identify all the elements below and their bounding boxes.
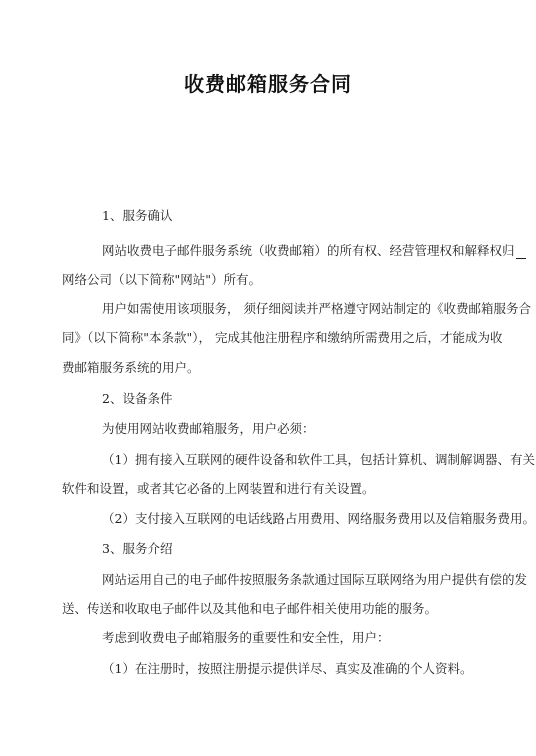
paragraph-line (102, 243, 526, 259)
paragraph-line (102, 301, 531, 317)
paragraph-line-text: 网站收费电子邮件服务系统（收费邮箱）的所有权、经营管理权和解释权归 (102, 243, 515, 258)
paragraph-line: 网站运用自己的电子邮件按照服务条款通过国际互联网络为用户提供有偿的发 (102, 572, 528, 587)
document-title: 收费邮箱服务合同 (184, 72, 352, 96)
paragraph-line: 考虑到收费电子邮箱服务的重要性和安全性，用户： (102, 630, 390, 645)
blank-underline (516, 245, 526, 259)
paragraph-line: 同》（以下简称"本条款"）， 完成其他注册程序和缴纳所需费用之后，才能成为收 (62, 330, 503, 345)
list-item-line: （1）在注册时，按照注册提示提供详尽、真实及准确的个人资料。 (102, 661, 473, 676)
paragraph-line: 送、传送和收取电子邮件以及其他和电子邮件相关使用功能的服务。 (62, 601, 438, 616)
paragraph-line: 为使用网站收费邮箱服务，用户必须： (102, 421, 315, 436)
paragraph-line: 网络公司（以下简称"网站"）所有。 (62, 272, 261, 287)
list-item-line: （1）拥有接入互联网的硬件设备和软件工具，包括计算机、调制解调器、有关 (102, 452, 535, 467)
list-item-line: （2）支付接入互联网的电话线路占用费用、网络服务费用以及信箱服务费用。 (102, 511, 535, 526)
list-item-line: 软件和设置，或者其它必备的上网装置和进行有关设置。 (62, 481, 375, 496)
paragraph-line: 费邮箱服务系统的用户。 (62, 360, 200, 375)
section-heading-3: 3、服务介绍 (102, 541, 173, 556)
section-heading-1: 1、服务确认 (102, 208, 173, 223)
paragraph-line-text: 用户如需使用该项服务， 须仔细阅读并严格遵守网站制定的《收费邮箱服务合 (102, 301, 531, 316)
section-heading-2: 2、设备条件 (102, 391, 173, 406)
